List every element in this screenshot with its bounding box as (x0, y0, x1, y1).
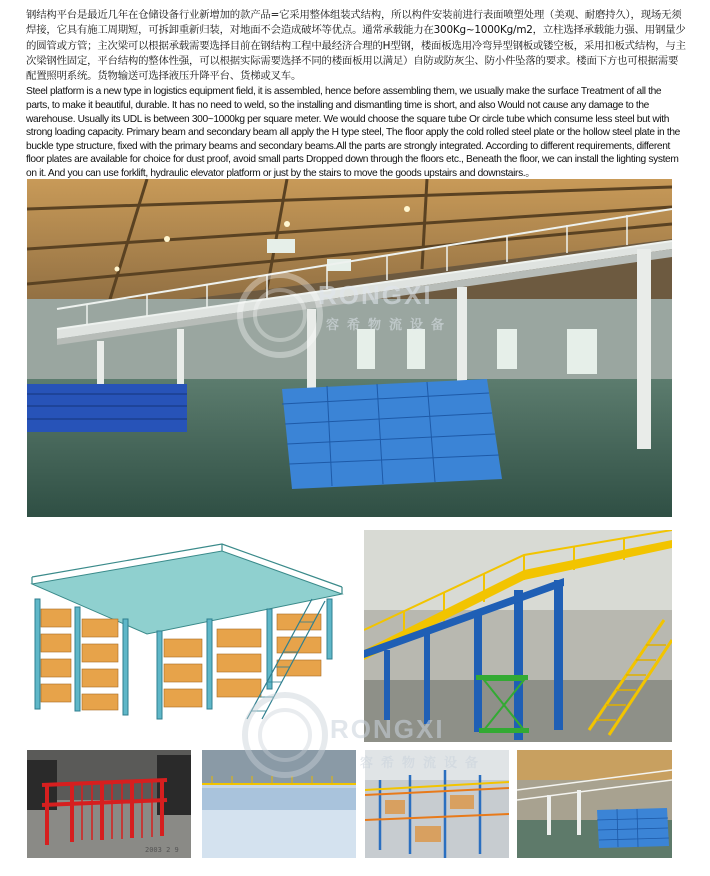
photo-date-stamp: 2003 2 9 (145, 846, 179, 854)
blue-cages-photo (517, 750, 672, 858)
red-railing-photo (27, 750, 191, 858)
watermark-brand-cn: 容希物流设备 (360, 756, 487, 771)
platform-diagram-illustration (27, 539, 345, 721)
watermark-brand: RONGXI (330, 714, 445, 744)
watermark-brand: RONGXI (318, 280, 433, 310)
platform-floor-photo (202, 750, 356, 858)
description-chinese: 钢结构平台是最近几年在仓储设备行业新增加的款产品=它采用整体组装式结构，所以构件安装前进行表面喷塑处理（美观、耐磨持久），现场无须焊接，它具有施工周期短，可拆卸重新归装，对地面不会造成破坏等优点。通常承载能力在300Kg~1000Kg/m2，立柱选择承载能力强、用钢量少的圆管或方管；主次梁可以根据承载需要选择目前在钢结构工程中最经济合理的H型钢，楼面板选用冷弯异型钢板或镂空板，采用扣板式结构，与主次梁钢性固定，平台结构的整体性强，可以根据实际需要选择不同的楼面板用以满足）自防或防灰尘、防小件坠落的要求。楼面下方也可根据需要配置照明系统。货物输送可选择液压升降平台、货梯或叉车。 (26, 9, 686, 83)
watermark-brand-cn: 容希物流设备 (326, 318, 453, 333)
description-english: Steel platform is a new type in logistics equipment field, it is assembled, hence before assembling them, we usually make the surface Treatment of all the parts, to make it beautiful, durable. It has no need to weld, so the installing and dismantling time is short, and also Would not cause any damage to the warehouse. Usually its UDL is between 300~1000kg per square meter. We would choose the square tube Or circle tube which consume less steel but with strong loading capacity. Primary beam and secondary beam all apply the H type steel, The floor apply the cold rolled steel plate or the hollow steel plate in the buckle type structure, fixed with the primary beams and secondary beams.All the parts are strongly integrated. According to different requirements, different floor plates are available for choice for dust proof, avoid small parts Dropped down through the floors etc., Beneath the floor, we can install the lighting system on it. And you can use forklift, hydraulic elevator platform or just by the stairs to move the goods upstairs and downstairs.。 (26, 86, 680, 180)
multi-level-rack-photo (365, 750, 509, 858)
blue-yellow-platform-photo (364, 530, 672, 742)
main-warehouse-photo (27, 179, 672, 517)
description-block (26, 8, 686, 181)
